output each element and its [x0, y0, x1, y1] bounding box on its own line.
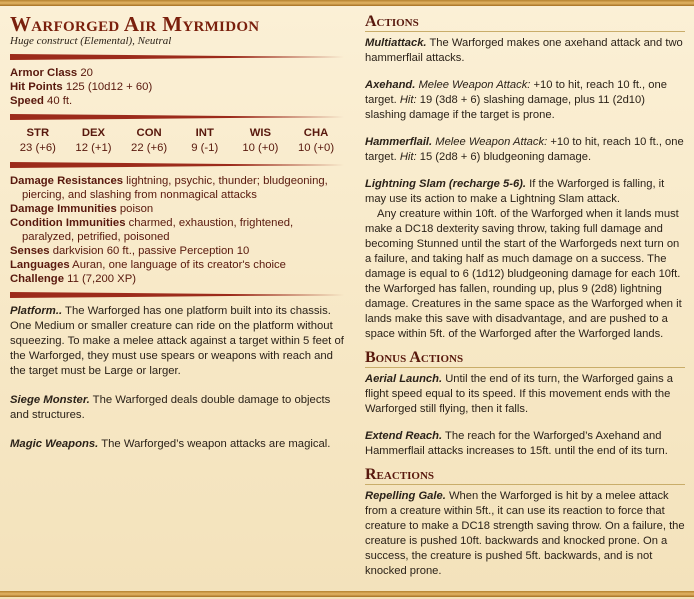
speed: Speed 40 ft. [10, 95, 73, 107]
bonus-extend-reach: Extend Reach. The reach for the Warforged’s Axehand and Hammerflail attacks increases to 15ft. until the end of its turn. [365, 430, 668, 457]
bonus-aerial-launch: Aerial Launch. Until the end of its turn, the Warforged gains a flight speed equal to its speed. If this movement ends with the Warforged still flying, then it falls. [365, 373, 674, 415]
challenge: Challenge 11 (7,200 XP) [10, 273, 137, 285]
trait-siege-monster: Siege Monster. The Warforged deals double damage to objects and structures. [10, 394, 331, 421]
action-lightning-slam-detail: Any creature within 10ft. of the Warforged when it lands must make a DC18 dexterity saving throw, taking full damage and becoming Stunned until the start of the Warforgeds next turn on a failure, and taking half as much damage on a success. The damage is equal to 6 (1d12) bludgeoning damage for each 10ft. the Warforged has fallen, rounding up, plus 9 (2d8) lightning damage. Creatures in the same space as the Warforged when it lands make this save with disadvantage, and are pushed to a space within 5ft. of the Warforged after the Warforged lands. [365, 208, 682, 340]
monster-type: Huge construct (Elemental), Neutral [10, 35, 172, 47]
action-multiattack: Multiattack. The Warforged makes one axehand attack and two hammerflail attacks. [365, 37, 683, 64]
ability-int: INT 9 (-1) [191, 127, 219, 154]
trait-magic-weapons: Magic Weapons. The Warforged’s weapon attacks are magical. [10, 438, 331, 450]
ability-cha: CHA 10 (+0) [297, 127, 335, 154]
ability-con: CON 22 (+6) [131, 127, 168, 154]
bonus-actions-heading: Bonus Actions [365, 348, 685, 368]
actions-heading: Actions [365, 12, 685, 32]
ability-scores [10, 126, 344, 156]
monster-name: Warforged Air Myrmidon [10, 12, 260, 36]
reactions-heading: Reactions [365, 465, 685, 485]
damage-resistances: Damage Resistances lightning, psychic, thunder; bludgeoning, piercing, and slashing from nonmagical attacks [10, 175, 328, 201]
bottom-gold-border [0, 591, 694, 597]
ability-wis: WIS 10 (+0) [242, 127, 279, 154]
right-column [365, 12, 685, 579]
armor-class: Armor Class 20 [10, 67, 93, 79]
hit-points: Hit Points 125 (10d12 + 60) [10, 81, 153, 93]
condition-immunities: Condition Immunities charmed, exhaustion, frightened, paralyzed, petrified, poisoned [10, 217, 294, 243]
ability-str: STR 23 (+6) [19, 127, 56, 154]
ability-dex: DEX 12 (+1) [75, 127, 112, 154]
action-axehand: Axehand. Melee Weapon Attack: +10 to hit, reach 10 ft., one target. Hit: 19 (3d8 + 6) slashing damage, plus 11 (2d10) slashing damage if the target is prone. [365, 79, 667, 121]
senses: Senses darkvision 60 ft., passive Perception 10 [10, 245, 250, 257]
divider [10, 114, 344, 120]
action-hammerflail: Hammerflail. Melee Weapon Attack: +10 to hit, reach 10 ft., one target. Hit: 15 (2d8 + 6) bludgeoning damage. [365, 136, 684, 163]
top-gold-border [0, 0, 694, 6]
divider [10, 162, 344, 168]
reaction-repelling-gale: Repelling Gale. When the Warforged is hit by a melee attack from a creature within 5ft., it can use its reaction to force that creature to make a DC18 strength saving throw. On a failure, the creature is pushed 10ft. backwards and knocked prone. On a success, the creature is pushed 5ft. backwards, and is not knocked prone. [365, 490, 685, 577]
divider [10, 292, 344, 298]
damage-immunities: Damage Immunities poison [10, 203, 154, 215]
left-column [10, 12, 344, 452]
action-lightning-slam: Lightning Slam (recharge 5-6). If the Warforged is falling, it may use its action to make a Lightning Slam attack. [365, 178, 665, 205]
trait-platform: Platform.. The Warforged has one platform built into its chassis. One Medium or smaller creature can ride on the platform without squeezing. To make a melee attack against a target within 5 feet of the Warforged, they must use spears or weapons with reach and the target must be Large or larger. [10, 305, 344, 377]
divider [10, 54, 344, 60]
languages: Languages Auran, one language of its creator's choice [10, 259, 286, 271]
